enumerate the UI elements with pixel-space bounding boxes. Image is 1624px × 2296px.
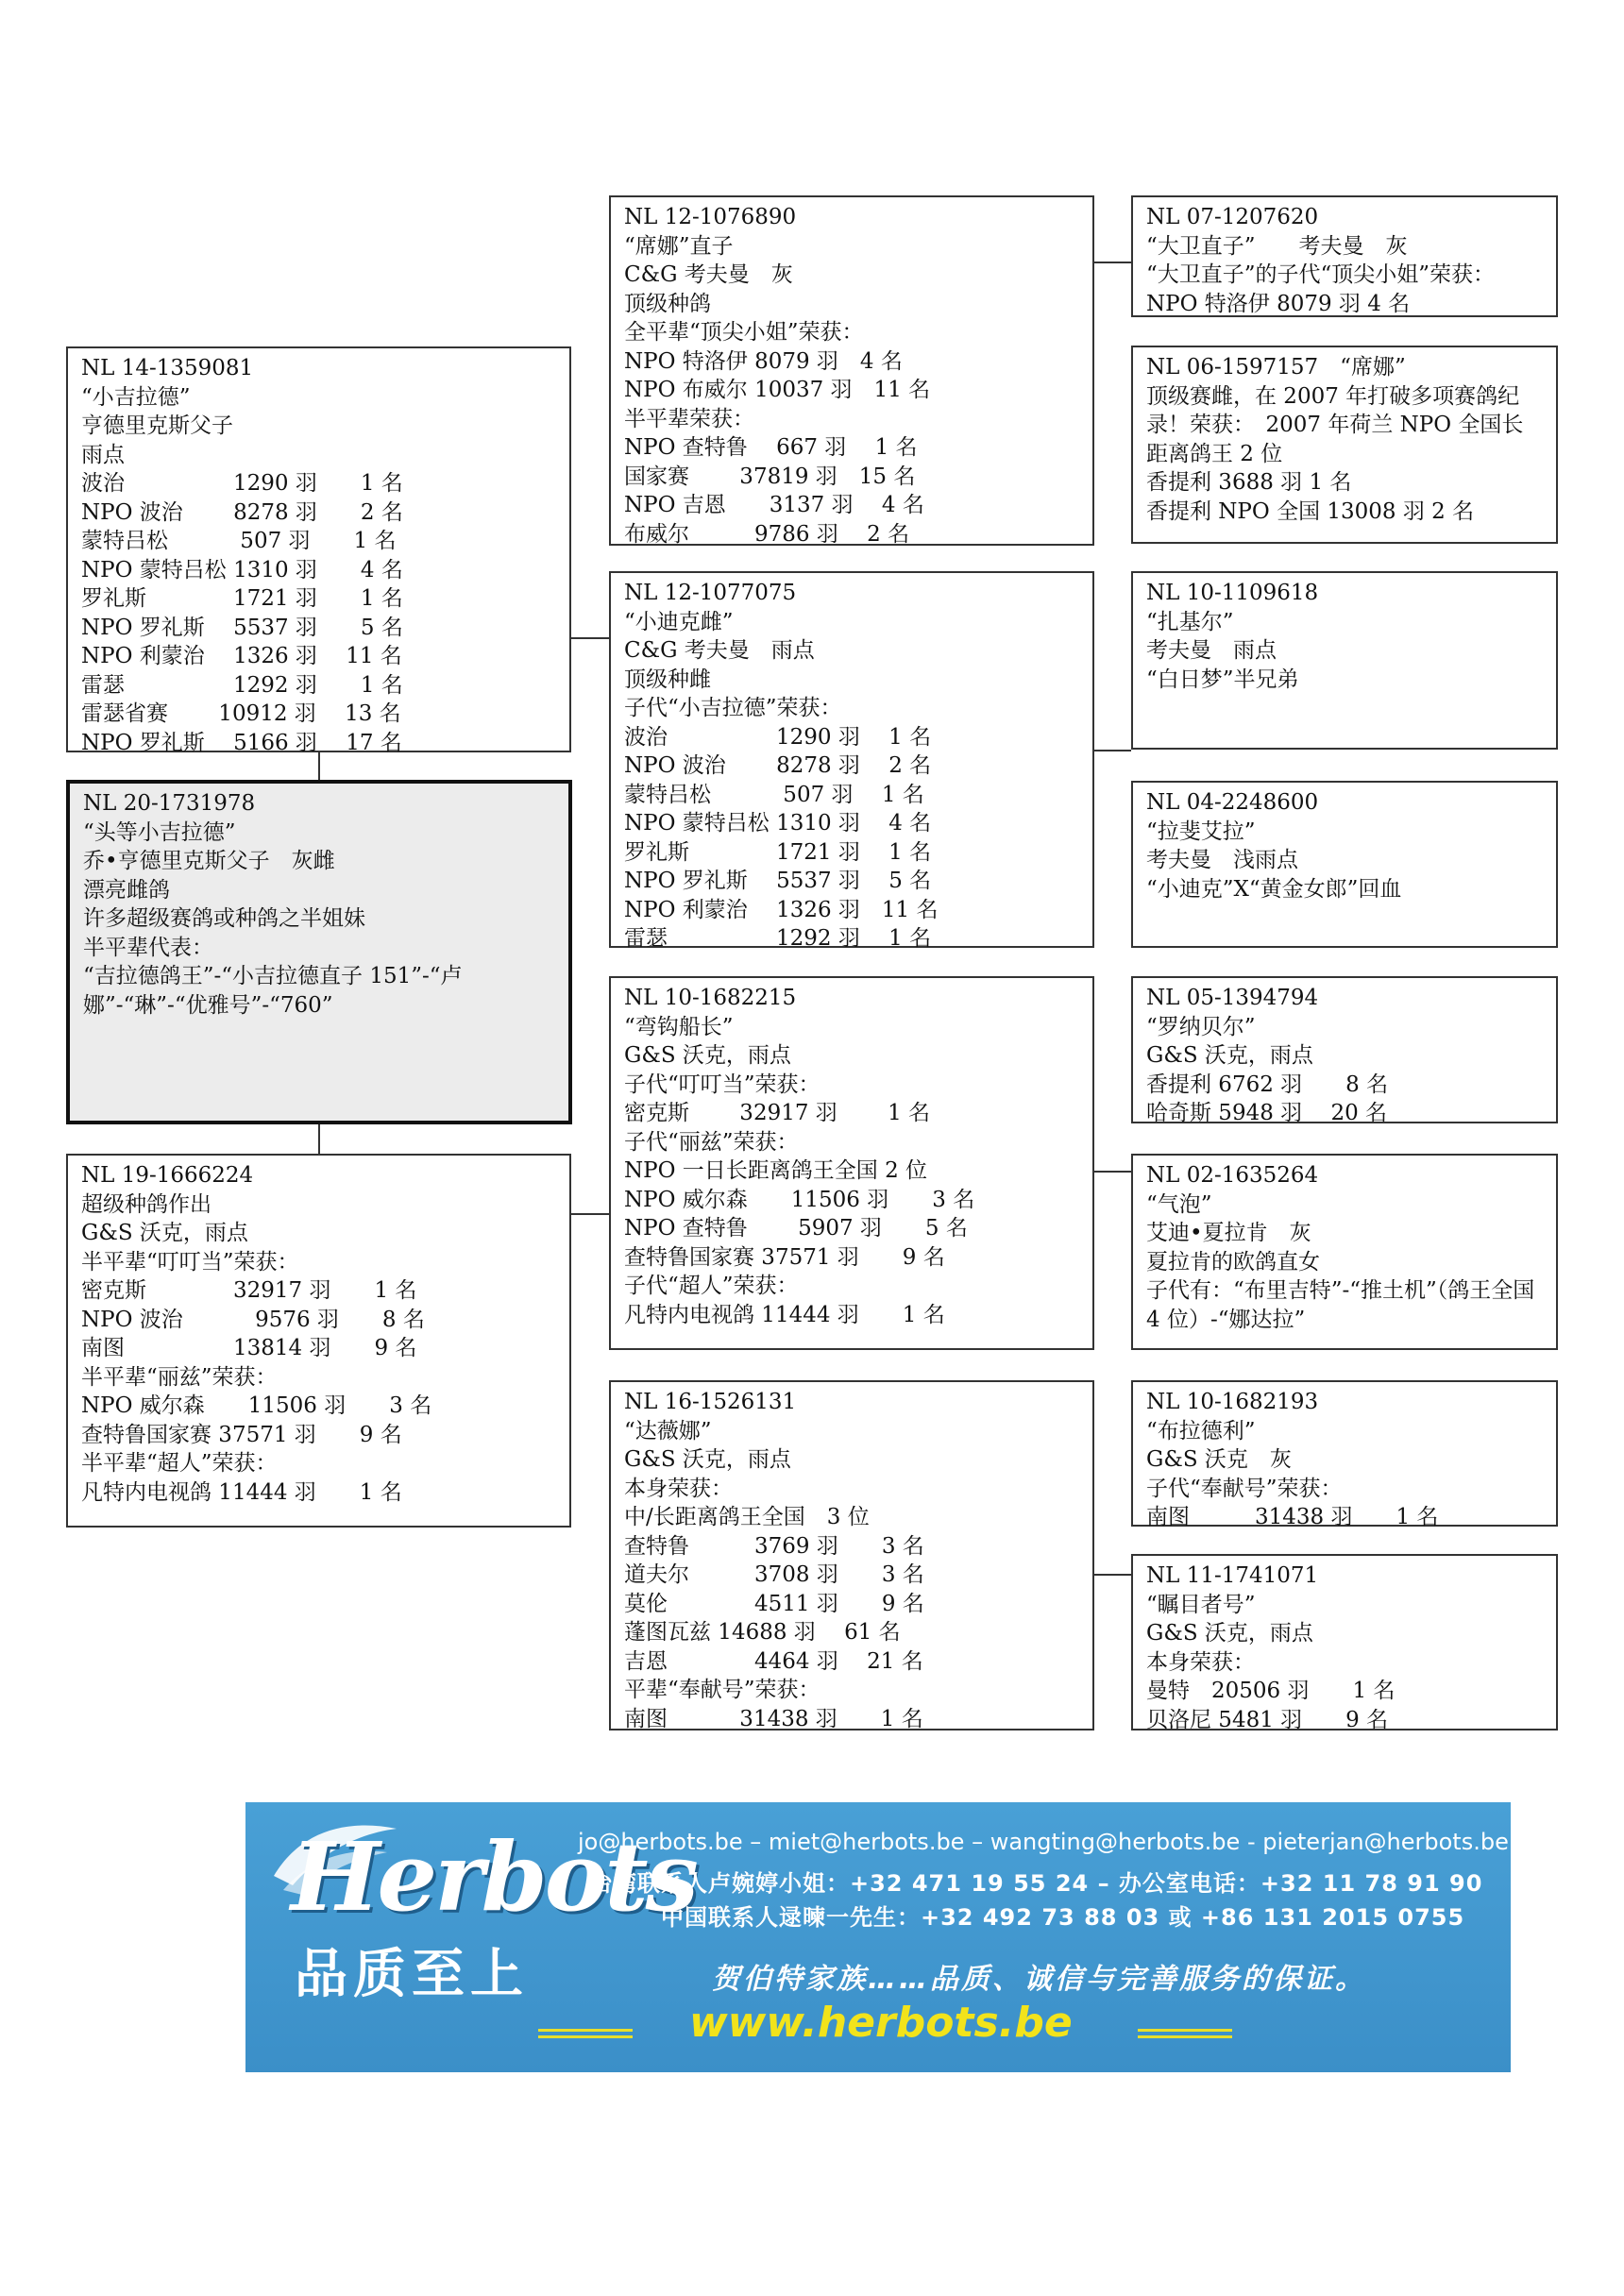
card-line: 半平辈“叮叮当”荣获：: [81, 1249, 299, 1275]
card-line: 半平辈荣获：: [624, 406, 754, 431]
dam-dam-card: [609, 1380, 1094, 1730]
card-line: “拉斐艾拉”: [1146, 819, 1256, 844]
contact-emails[interactable]: jo@herbots.be – miet@herbots.be – wangting@herbots.be - pieterjan@herbots.be: [578, 1829, 1509, 1855]
subject-card: [66, 780, 572, 1124]
card-line: 中/长距离鸽王全国 3 位: [624, 1505, 870, 1529]
ring-number: NL 06-1597157 “席娜”: [1146, 355, 1406, 380]
card-line: NPO 蒙特吕松 1310 羽 4 名: [624, 811, 932, 836]
card-line: 布威尔 9786 羽 2 名: [624, 521, 910, 547]
card-line: NPO 波治 8278 羽 2 名: [624, 753, 932, 778]
card-line: 乔•亨德里克斯父子 灰雌: [83, 849, 335, 873]
ring-number: NL 02-1635264: [1146, 1163, 1319, 1188]
card-line: 考夫曼 雨点: [1146, 638, 1277, 663]
card-line: 密克斯 32917 羽 1 名: [81, 1278, 417, 1303]
sire-sire-card: [609, 195, 1094, 546]
card-line: 考夫曼 浅雨点: [1146, 848, 1298, 872]
card-line: 半平辈“丽兹”荣获：: [81, 1364, 278, 1390]
card-line: “扎基尔”: [1146, 609, 1234, 634]
card-line: 香提利 NPO 全国 13008 羽 2 名: [1146, 498, 1475, 524]
dds-card: [1131, 1380, 1558, 1527]
card-line: 夏拉肯的欧鸽直女: [1146, 1249, 1320, 1275]
sire-card: [66, 346, 571, 755]
sdd-card: [1131, 781, 1558, 948]
connector: [1093, 1574, 1131, 1576]
card-line: G&S 沃克，雨点: [81, 1221, 248, 1245]
ring-number: NL 10-1682193: [1146, 1390, 1319, 1414]
herbots-banner[interactable]: [245, 1802, 1511, 2072]
card-line: “席娜”直子: [624, 233, 734, 259]
dss-card: [1131, 976, 1558, 1123]
ring-number: NL 14-1359081: [81, 356, 254, 380]
card-line: G&S 沃克，雨点: [624, 1043, 791, 1068]
dam-card: [66, 1154, 571, 1528]
card-line: 波治 1290 羽 1 名: [81, 471, 403, 496]
card-line: 查特鲁国家赛 37571 羽 9 名: [624, 1244, 945, 1270]
card-line: 子代“丽兹”荣获：: [624, 1129, 799, 1155]
card-line: 全平辈“顶尖小姐”荣获：: [624, 320, 864, 345]
sss-card: [1131, 195, 1558, 317]
card-line: NPO 布威尔 10037 羽 11 名: [624, 378, 931, 402]
card-line: 查特鲁国家赛 37571 羽 9 名: [81, 1422, 402, 1447]
card-line: 亨德里克斯父子: [81, 414, 233, 438]
card-line: 许多超级赛鸽或种鸽之半姐妹: [83, 906, 365, 931]
card-line: 子代“超人”荣获：: [624, 1274, 799, 1298]
card-line: NPO 吉恩 3137 羽 4 名: [624, 493, 924, 517]
card-line: 国家赛 37819 羽 15 名: [624, 464, 916, 489]
card-line: 波治 1290 羽 1 名: [624, 724, 932, 750]
card-line: 罗礼斯 1721 羽 1 名: [81, 586, 403, 611]
contact-china: 中国联系人逯暕一先生：+32 492 73 88 03 或 +86 131 2015 0755: [661, 1904, 1465, 1931]
card-line: “头等小吉拉德”: [83, 819, 236, 845]
ring-number: NL 19-1666224: [81, 1163, 254, 1188]
card-line: NPO 波治 8278 羽 2 名: [81, 499, 403, 525]
card-line: 半平辈“超人”荣获：: [81, 1451, 278, 1476]
card-line: NPO 罗礼斯 5537 羽 5 名: [81, 615, 403, 640]
card-line: 香提利 3688 羽 1 名: [1146, 470, 1352, 495]
card-line: NPO 波治 9576 羽 8 名: [81, 1307, 425, 1332]
card-line: 密克斯 32917 羽 1 名: [624, 1101, 931, 1125]
card-line: NPO 查特鲁 667 羽 1 名: [624, 435, 918, 460]
card-line: G&S 沃克 灰: [1146, 1447, 1292, 1472]
card-line: G&S 沃克，雨点: [1146, 1621, 1313, 1646]
card-line: “小迪克”X“黄金女郎”回血: [1146, 876, 1402, 902]
card-line: 超级种鸽作出: [81, 1191, 211, 1217]
card-line: 香提利 6762 羽 8 名: [1146, 1072, 1389, 1097]
ssd-card: [1131, 346, 1558, 544]
card-line: 蓬图瓦兹 14688 羽 61 名: [624, 1620, 901, 1645]
ring-number: NL 12-1076890: [624, 205, 797, 229]
card-line: 顶级种雌: [624, 667, 711, 692]
card-line: NPO 罗礼斯 5166 羽 17 名: [81, 730, 402, 755]
card-line: G&S 沃克，雨点: [1146, 1043, 1313, 1068]
card-line: “布拉德利”: [1146, 1418, 1256, 1443]
card-line: 艾迪•夏拉肯 灰: [1146, 1221, 1311, 1245]
card-line: 道夫尔 3708 羽 3 名: [624, 1562, 924, 1587]
card-line: “罗纳贝尔”: [1146, 1014, 1256, 1039]
card-line: “小吉拉德”: [81, 384, 191, 410]
ddd-card: [1131, 1554, 1558, 1730]
card-line: NPO 特洛伊 8079 羽 4 名: [624, 348, 903, 374]
divider: [1138, 2029, 1232, 2032]
card-line: 子代“小吉拉德”荣获：: [624, 696, 842, 720]
divider: [538, 2035, 633, 2038]
card-line: 本身荣获：: [1146, 1649, 1255, 1675]
card-line: 凡特内电视鸽 11444 羽 1 名: [624, 1302, 945, 1327]
tagline: 贺伯特家族……品质、诚信与完善服务的保证。: [712, 1963, 1366, 1996]
connector: [570, 1213, 610, 1215]
card-line: 雨点: [81, 442, 125, 467]
contact-taiwan: 台湾联系人卢婉婷小姐：+32 471 19 55 24 – 办公室电话：+32 11 78 91 90: [590, 1870, 1483, 1897]
herbots-logo: Herbots: [291, 1821, 696, 1933]
connector: [570, 637, 610, 639]
dam-sire-card: [609, 976, 1094, 1350]
card-line: 雷瑟省赛 10912 羽 13 名: [81, 701, 401, 726]
ring-number: NL 10-1109618: [1146, 581, 1319, 605]
card-line: 蒙特吕松 507 羽 1 名: [624, 782, 924, 807]
card-line: NPO 蒙特吕松 1310 羽 4 名: [81, 557, 403, 582]
ring-number: NL 12-1077075: [624, 581, 797, 605]
card-line: 贝洛尼 5481 羽 9 名: [1146, 1707, 1389, 1732]
card-line: 子代有：“布里吉特”-“推土机”（鸽王全国 4 位）-“娜达拉”: [1146, 1278, 1535, 1332]
card-line: “大卫直子” 考夫曼 灰: [1146, 233, 1408, 259]
card-line: “大卫直子”的子代“顶尖小姐”荣获：NPO 特洛伊 8079 羽 4 名: [1146, 262, 1496, 316]
website-link[interactable]: www.herbots.be: [689, 1999, 1073, 2047]
card-line: NPO 罗礼斯 5537 羽 5 名: [624, 869, 932, 893]
card-line: 蒙特吕松 507 羽 1 名: [81, 529, 397, 553]
ring-number: NL 05-1394794: [1146, 986, 1319, 1010]
connector: [1093, 1171, 1131, 1173]
card-line: NPO 利蒙治 1326 羽 11 名: [624, 897, 939, 922]
connector: [318, 1123, 320, 1155]
card-line: 吉恩 4464 羽 21 名: [624, 1648, 923, 1674]
card-line: 漂亮雌鸽: [83, 877, 170, 903]
ring-number: NL 10-1682215: [624, 986, 797, 1010]
ring-number: NL 11-1741071: [1146, 1563, 1319, 1588]
card-line: 雷瑟 1292 羽 1 名: [624, 926, 932, 951]
card-line: G&S 沃克，雨点: [624, 1447, 791, 1472]
connector: [1093, 262, 1131, 263]
card-line: “小迪克雌”: [624, 609, 734, 634]
card-line: 哈奇斯 5948 羽 20 名: [1146, 1101, 1388, 1125]
card-line: NPO 威尔森 11506 羽 3 名: [81, 1393, 432, 1418]
divider: [1138, 2035, 1232, 2038]
card-line: 莫伦 4511 羽 9 名: [624, 1591, 924, 1616]
ring-number: NL 16-1526131: [624, 1390, 797, 1414]
ring-number: NL 07-1207620: [1146, 205, 1319, 229]
slogan: 品质至上: [295, 1944, 529, 2005]
card-line: C&G 考夫曼 灰: [624, 262, 793, 287]
card-line: 雷瑟 1292 羽 1 名: [81, 672, 403, 698]
card-line: NPO 一日长距离鸽王全国 2 位: [624, 1158, 928, 1183]
card-line: NPO 查特鲁 5907 羽 5 名: [624, 1216, 968, 1241]
card-line: 罗礼斯 1721 羽 1 名: [624, 839, 932, 865]
sds-card: [1131, 571, 1558, 750]
card-line: NPO 利蒙治 1326 羽 11 名: [81, 644, 402, 668]
ring-number: NL 04-2248600: [1146, 790, 1319, 815]
card-line: 本身荣获：: [624, 1476, 733, 1501]
connector: [1093, 750, 1131, 751]
card-line: “弯钩船长”: [624, 1014, 734, 1039]
card-line: 平辈“奉献号”荣获：: [624, 1678, 820, 1702]
card-line: 子代“奉献号”荣获：: [1146, 1476, 1343, 1501]
card-line: “瞩目者号”: [1146, 1592, 1256, 1617]
card-line: 顶级种鸽: [624, 291, 711, 316]
card-line: “白日梦”半兄弟: [1146, 667, 1299, 692]
card-line: 凡特内电视鸽 11444 羽 1 名: [81, 1479, 402, 1505]
card-line: 子代“叮叮当”荣获：: [624, 1072, 820, 1097]
card-line: 半平辈代表：: [83, 935, 213, 960]
card-line: 曼特 20506 羽 1 名: [1146, 1679, 1396, 1703]
card-line: 南图 31438 羽 1 名: [624, 1706, 923, 1731]
divider: [538, 2029, 633, 2032]
card-line: C&G 考夫曼 雨点: [624, 638, 815, 663]
card-line: NPO 威尔森 11506 羽 3 名: [624, 1187, 975, 1212]
ring-number: NL 20-1731978: [83, 791, 256, 816]
card-line: 南图 13814 羽 9 名: [81, 1336, 417, 1360]
card-line: “气泡”: [1146, 1191, 1212, 1217]
card-line: 南图 31438 羽 1 名: [1146, 1505, 1439, 1529]
card-line: 查特鲁 3769 羽 3 名: [624, 1533, 924, 1559]
dsd-card: [1131, 1154, 1558, 1350]
card-line: “达薇娜”: [624, 1418, 712, 1443]
sire-dam-card: [609, 571, 1094, 951]
card-line: 顶级赛雌，在 2007 年打破多项赛鸽纪录！荣获： 2007 年荷兰 NPO 全国长距离鸽王 2 位: [1146, 383, 1524, 466]
card-line: “吉拉德鸽王”-“小吉拉德直子 151”-“卢娜”-“琳”-“优雅号”-“760”: [83, 964, 463, 1018]
